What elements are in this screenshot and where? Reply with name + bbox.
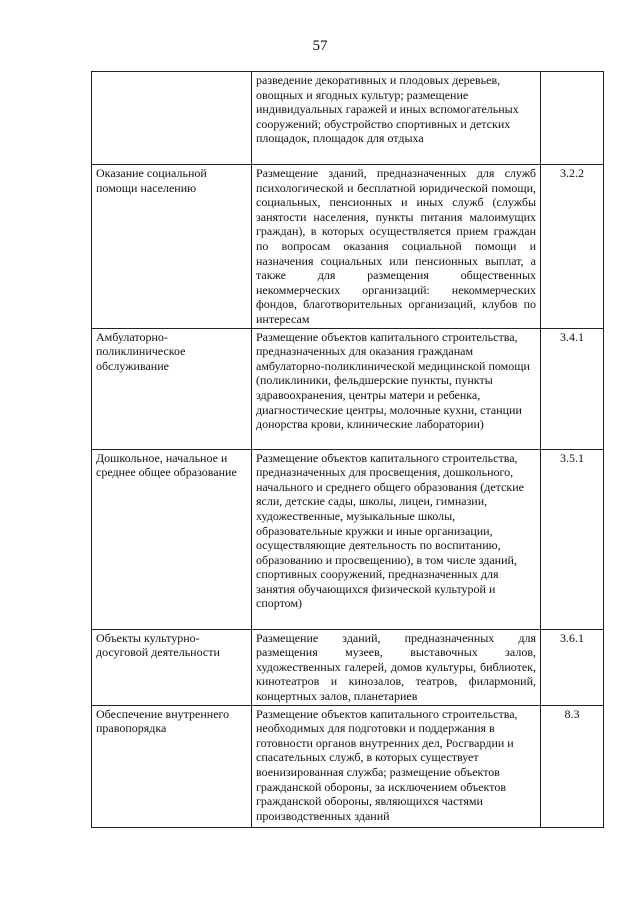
- use-description-cell: Размещение зданий, предназначенных для размещения музеев, выставочных залов, художественных галерей, домов культуры, библиотек, кинотеатров и кинозалов, театров, филармоний, концертных залов, планетариев: [252, 629, 541, 705]
- use-code-cell: 8.3: [541, 705, 604, 827]
- use-code-cell: 3.4.1: [541, 328, 604, 449]
- table-row: [92, 705, 604, 827]
- use-code-cell: 3.5.1: [541, 449, 604, 629]
- use-description-cell: Размещение объектов капитального строительства, предназначенных для просвещения, дошкольного, начального и среднего общего образования (детские ясли, детские сады, школы, лицеи, гимназии, художественные, музыкальные школы, образовательные кружки и иные организации, осуществляющие деятельность по воспитанию, образованию и просвещению), в том числе зданий, спортивных сооружений, предназначенных для занятия обучающихся физической культурой и спортом): [252, 449, 541, 629]
- land-use-table: [91, 71, 604, 828]
- use-name-cell: Амбулаторно-поликлиническое обслуживание: [92, 328, 252, 449]
- page-number: 57: [312, 38, 328, 54]
- use-name-cell: Обеспечение внутреннего правопорядка: [92, 705, 252, 827]
- use-description-cell: разведение декоративных и плодовых деревьев, овощных и ягодных культур; размещение индивидуальных гаражей и иных вспомогательных сооружений; обустройство спортивных и детских площадок, площадок для отдыха: [252, 72, 541, 165]
- table-row: [92, 165, 604, 329]
- use-description-cell: Размещение зданий, предназначенных для служб психологической и бесплатной юридической помощи, социальных, пенсионных и иных служб (службы занятости населения, пункты питания малоимущих граждан), в которых осуществляется прием граждан по вопросам оказания социальной помощи и назначения социальных или пенсионных выплат, а также для размещения общественных некоммерческих организаций: некоммерческих фондов, благотворительных организаций, клубов по интересам: [252, 165, 541, 329]
- use-name-cell: Дошкольное, начальное и среднее общее образование: [92, 449, 252, 629]
- table-row: [92, 449, 604, 629]
- use-code-cell: [541, 72, 604, 165]
- use-description-cell: Размещение объектов капитального строительства, предназначенных для оказания гражданам амбулаторно-поликлинической медицинской помощи (поликлиники, фельдшерские пункты, пункты здравоохранения, центры матери и ребенка, диагностические центры, молочные кухни, станции донорства крови, клинические лаборатории): [252, 328, 541, 449]
- use-code-cell: 3.2.2: [541, 165, 604, 329]
- use-description-cell: Размещение объектов капитального строительства, необходимых для подготовки и поддержания в готовности органов внутренних дел, Росгвардии и спасательных служб, в которых существует военизированная служба; размещение объектов гражданской обороны, за исключением объектов гражданской обороны, являющихся частями производственных зданий: [252, 705, 541, 827]
- use-name-cell: Объекты культурно-досуговой деятельности: [92, 629, 252, 705]
- table-row: [92, 328, 604, 449]
- table-row: [92, 629, 604, 705]
- table-row: [92, 72, 604, 165]
- use-name-cell: [92, 72, 252, 165]
- use-code-cell: 3.6.1: [541, 629, 604, 705]
- use-name-cell: Оказание социальной помощи населению: [92, 165, 252, 329]
